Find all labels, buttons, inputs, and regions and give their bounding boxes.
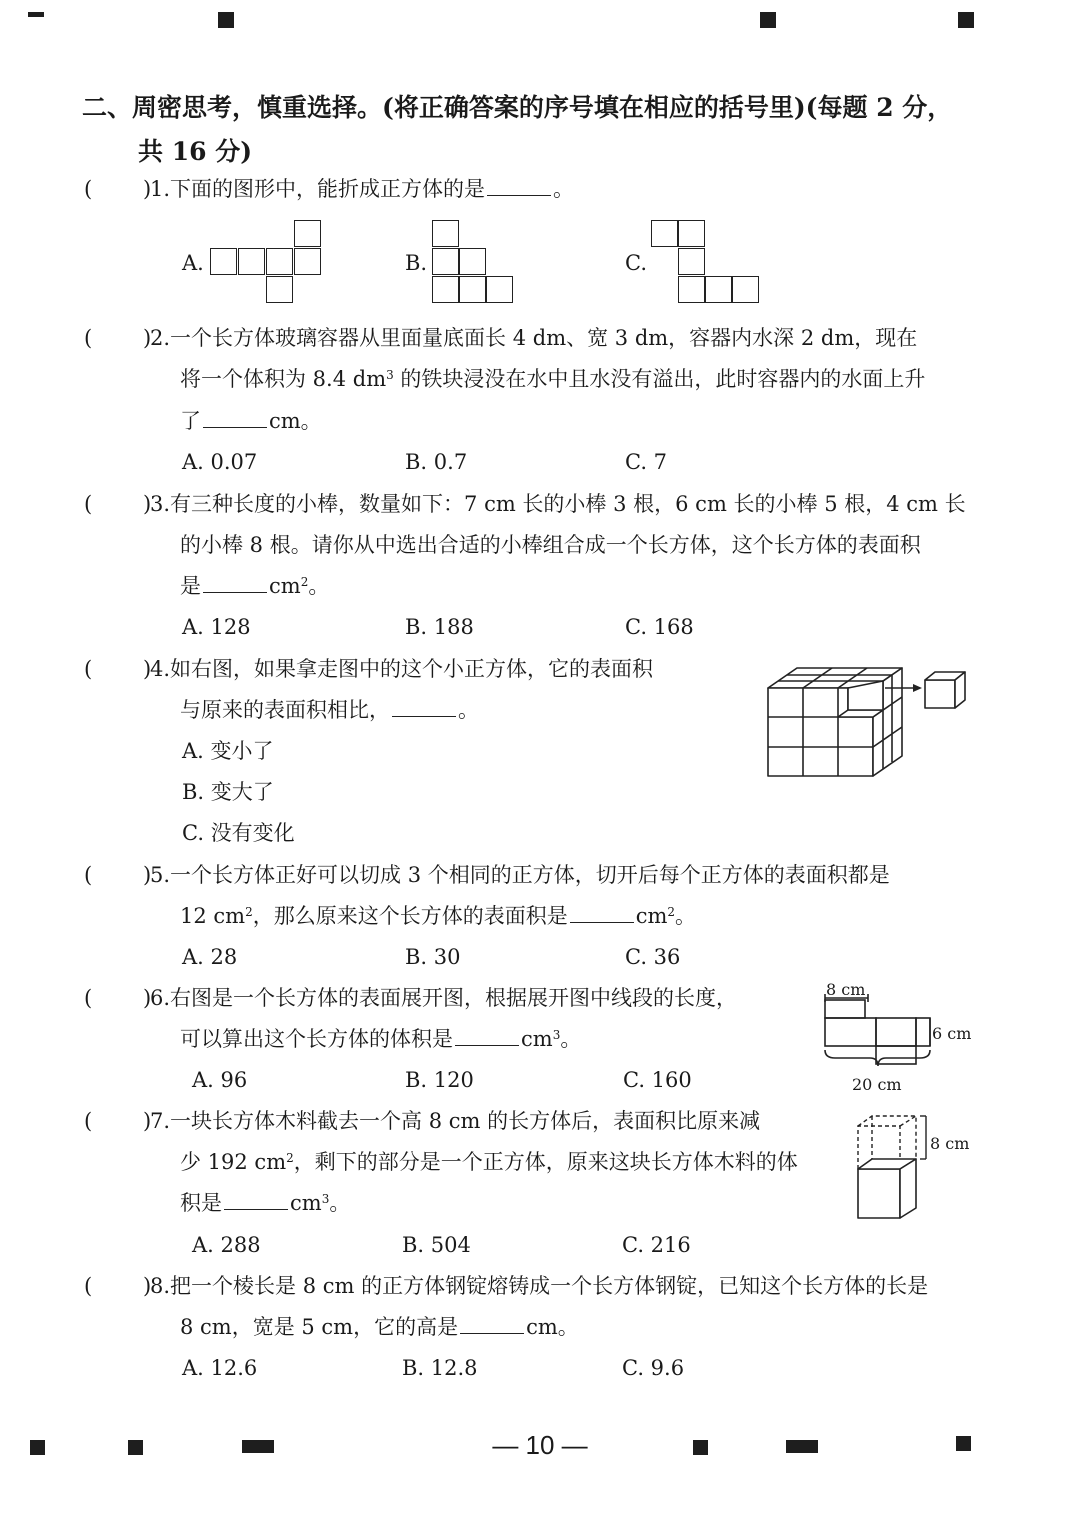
answer-bracket-open: ( [84, 1274, 93, 1298]
option-b-label: B. [405, 251, 428, 275]
answer-bracket-open: ( [84, 863, 93, 887]
question-4-line2: 与原来的表面积相比， 。 [180, 698, 479, 722]
answer-bracket-open: ( [84, 326, 93, 350]
option-b: B. 0.7 [405, 450, 468, 474]
question-5-line1: 5.一个长方体正好可以切成 3 个相同的正方体，切开后每个正方体的表面积都是 [150, 863, 890, 887]
section-title-line2: 共 16 分) [138, 137, 253, 166]
answer-bracket-close: ) [143, 1274, 152, 1298]
label-20cm: 20 cm [852, 1075, 902, 1094]
question-number: 4. [150, 657, 171, 681]
answer-blank[interactable] [455, 1025, 519, 1046]
question-7-line2: 少 192 $cm^2$，剩下的部分是一个正方体，原来这块长方体木料的体 [180, 1150, 798, 1174]
answer-bracket-close: ) [143, 1109, 152, 1133]
answer-bracket-close: ) [143, 863, 152, 887]
option-c: C. 9.6 [622, 1356, 685, 1380]
registration-mark [958, 12, 974, 28]
page-number: — 10 — [492, 1430, 588, 1460]
question-2-line1: 2.一个长方体玻璃容器从里面量底面长 4 dm、宽 3 dm，容器内水深 2 dm，现在 [150, 326, 918, 350]
question-number: 3. [150, 492, 171, 516]
section-title-line1: 二、周密思考，慎重选择。(将正确答案的序号填在相应的括号里)(每题 2 分， [82, 93, 953, 122]
question-7-line3: 积是 $cm^3$。 [180, 1191, 351, 1215]
answer-blank[interactable] [203, 572, 267, 593]
option-a-label: A. [182, 251, 204, 275]
option-a: A. 变小了 [182, 739, 274, 763]
option-c: C. 168 [625, 615, 694, 639]
section-title [82, 86, 982, 174]
question-8-line1: 8.把一个棱长是 8 cm 的正方体钢锭熔铸成一个长方体钢锭，已知这个长方体的长是 [150, 1274, 929, 1298]
option-b: B. 120 [405, 1068, 474, 1092]
question-3-line1: 3.有三种长度的小棒，数量如下：7 cm 长的小棒 3 根，6 cm 长的小棒 5 根，4 cm 长 [150, 492, 966, 516]
question-number: 7. [150, 1109, 171, 1133]
option-a: A. 128 [182, 615, 251, 639]
label-8cm: 8 cm [826, 980, 866, 999]
question-5-line2: 12 $cm^2$，那么原来这个长方体的表面积是 $cm^2$。 [180, 904, 697, 928]
answer-blank[interactable] [570, 902, 634, 923]
option-b: B. 12.8 [402, 1356, 478, 1380]
option-a: A. 96 [192, 1068, 248, 1092]
question-number: 1. [150, 177, 171, 201]
option-a: A. 28 [182, 945, 238, 969]
answer-blank[interactable] [487, 175, 551, 196]
question-7-line1: 7.一块长方体木料截去一个高 8 cm 的长方体后，表面积比原来减 [150, 1109, 761, 1133]
registration-mark [218, 12, 234, 28]
question-8-line2: 8 cm，宽是 5 cm，它的高是 cm。 [180, 1315, 579, 1339]
question-number: 8. [150, 1274, 171, 1298]
answer-blank[interactable] [203, 407, 267, 428]
option-a: A. 12.6 [182, 1356, 258, 1380]
question-1-text: 1.下面的图形中，能折成正方体的是 。 [150, 177, 575, 201]
question-2-line2: 将一个体积为 8.4 $dm^3$ 的铁块浸没在水中且水没有溢出，此时容器内的水面上升 [180, 367, 926, 391]
answer-bracket-open: ( [84, 1109, 93, 1133]
answer-bracket-close: ) [143, 492, 152, 516]
label-8cm: 8 cm [930, 1134, 970, 1153]
box-net-figure [810, 978, 980, 1098]
question-number: 2. [150, 326, 171, 350]
answer-blank[interactable] [460, 1313, 524, 1334]
question-2-line3: 了 cm。 [180, 409, 322, 433]
option-c: C. 160 [623, 1068, 692, 1092]
question-3-line3: 是 $cm^2$。 [180, 574, 330, 598]
answer-bracket-close: ) [143, 986, 152, 1010]
option-a: A. 0.07 [182, 450, 258, 474]
answer-bracket-close: ) [143, 326, 152, 350]
option-b: B. 30 [405, 945, 461, 969]
question-6-line2: 可以算出这个长方体的体积是 $cm^3$。 [180, 1027, 582, 1051]
answer-bracket-open: ( [84, 986, 93, 1010]
answer-bracket-close: ) [143, 657, 152, 681]
option-c: C. 216 [622, 1233, 691, 1257]
question-6-line1: 6.右图是一个长方体的表面展开图，根据展开图中线段的长度， [150, 986, 738, 1010]
question-4-line1: 4.如右图，如果拿走图中的这个小正方体，它的表面积 [150, 657, 654, 681]
label-6cm: 6 cm [932, 1024, 972, 1043]
option-b: B. 504 [402, 1233, 471, 1257]
question-number: 6. [150, 986, 171, 1010]
answer-bracket-open: ( [84, 177, 93, 201]
option-a: A. 288 [192, 1233, 261, 1257]
registration-mark [760, 12, 776, 28]
cut-box-figure [850, 1112, 980, 1224]
option-c-label: C. [625, 251, 647, 275]
option-c: C. 没有变化 [182, 821, 295, 845]
question-3-line2: 的小棒 8 根。请你从中选出合适的小棒组合成一个长方体，这个长方体的表面积 [180, 533, 921, 557]
answer-blank[interactable] [392, 696, 456, 717]
option-c: C. 7 [625, 450, 668, 474]
option-b: B. 188 [405, 615, 474, 639]
answer-blank[interactable] [224, 1189, 288, 1210]
answer-bracket-close: ) [143, 177, 152, 201]
question-number: 5. [150, 863, 171, 887]
cube-stack-figure [760, 660, 980, 785]
option-c: C. 36 [625, 945, 681, 969]
answer-bracket-open: ( [84, 657, 93, 681]
registration-mark [28, 12, 44, 17]
option-b: B. 变大了 [182, 780, 274, 804]
answer-bracket-open: ( [84, 492, 93, 516]
